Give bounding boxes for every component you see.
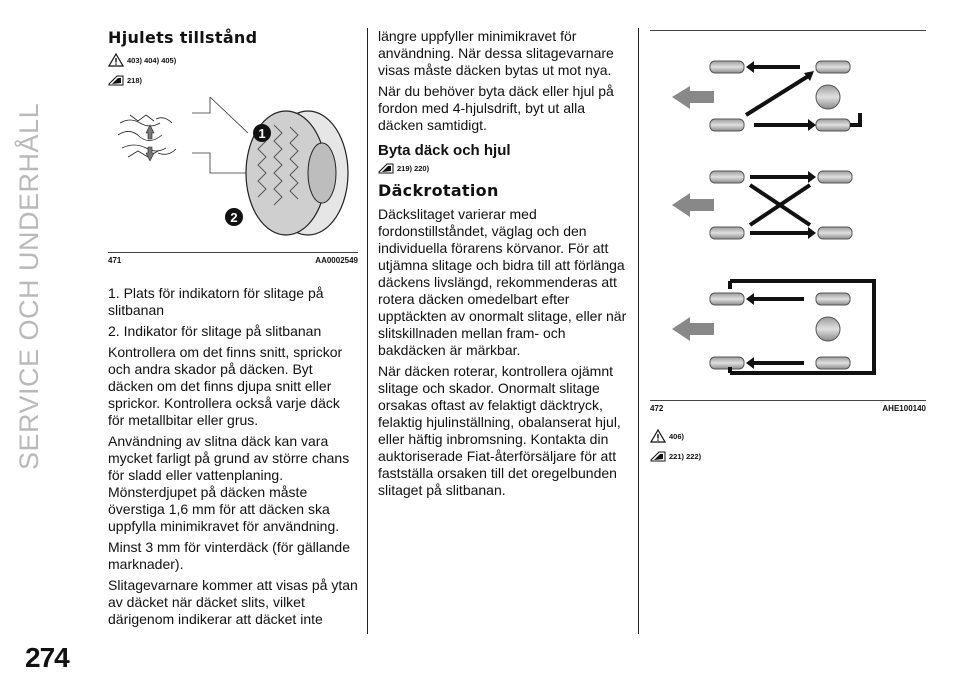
caution-ref-row <box>650 449 926 463</box>
figure-caption <box>108 256 358 265</box>
caution-book-icon <box>378 161 394 175</box>
caution-ref-row <box>378 161 630 175</box>
caution-book-icon <box>108 73 124 87</box>
paragraph: När däcken roterar, kontrollera ojämnt slitage och skador. Onormalt slitage orsakas oftast av felaktigt däcktryck, felaktig hjulinställning, obalanserat hjul, eller häftig inbromsning. Kontakta din auktoriserade Fiat-återförsäljare för att fastställa orsaken till det oregelbunden slitaget på slitbanan. <box>378 363 621 498</box>
figure-code: AA0002549 <box>315 256 358 265</box>
figure-caption <box>650 404 926 413</box>
figure-rule <box>650 400 926 401</box>
paragraph: Slitagevarnare kommer att visas på ytan av däcket när däcket slits, vilket därigenom indikerar att däcket inte <box>108 577 358 627</box>
rotation-pattern-2 <box>672 171 852 239</box>
rotation-pattern-1 <box>672 61 860 131</box>
column-1 <box>108 28 358 632</box>
paragraph: längre uppfyller minimikravet för användning. När dessa slitagevarnare visas måste däcken bytas ut mot nya. <box>378 28 614 78</box>
warning-triangle-icon <box>650 429 666 443</box>
caution-refs: 218) <box>127 75 143 85</box>
caution-ref-row <box>108 73 358 87</box>
paragraph: Minst 3 mm för vinterdäck (för gällande marknader). <box>108 539 350 572</box>
tire-wear-indicator-illustration <box>108 93 358 243</box>
figure-rule <box>108 252 358 253</box>
section-title-wheel-condition: Hjulets tillstånd <box>108 28 258 47</box>
caution-book-icon <box>650 449 666 463</box>
marker-2: 2 <box>230 210 238 225</box>
section-title-tire-rotation: Däckrotation <box>378 181 499 200</box>
page-number: 274 <box>25 642 69 673</box>
paragraph: Däckslitaget varierar med fordonstillståndet, väglag och den individuella förarens körvanor. För att utjämna slitage och bidra till att förlänga däckens livslängd, rekommenderas att rotera däcken omedelbart efter upptäckten av onormalt slitage, eller när slitskillnaden mellan fram- och bakdäcken är märkbar. <box>378 206 627 358</box>
rotation-pattern-3 <box>672 281 874 373</box>
warning-ref-row <box>650 429 926 443</box>
caution-refs: 219) 220) <box>397 163 430 173</box>
paragraph: Kontrollera om det finns snitt, sprickor och andra skador på däcken. Byt däcken om det finns djupa snitt eller sprickor. Kontrollera också varje däck för metallbitar eller grus. <box>108 344 343 428</box>
figure-number: 471 <box>108 256 122 265</box>
warning-triangle-icon <box>108 53 124 67</box>
subsection-title-change-tires: Byta däck och hjul <box>378 142 511 159</box>
warning-ref-row <box>108 53 358 67</box>
tire-rotation-diagram <box>650 31 926 391</box>
paragraph: 1. Plats för indikatorn för slitage på slitbanan <box>108 285 324 318</box>
column-divider-2 <box>638 28 639 634</box>
figure-code: AHE100140 <box>882 404 926 413</box>
paragraph: 2. Indikator för slitage på slitbanan <box>108 323 322 339</box>
caution-refs: 221) 222) <box>669 451 702 461</box>
column-3 <box>650 30 926 469</box>
marker-1: 1 <box>258 126 266 141</box>
column-2 <box>378 28 630 503</box>
side-section-label: SERVICE OCH UNDERHÅLL <box>14 102 44 470</box>
warning-refs: 403) 404) 405) <box>127 55 177 65</box>
body-text-col1 <box>108 285 358 628</box>
paragraph: När du behöver byta däck eller hjul på fordon med 4-hjulsdrift, byt ut alla däcken samtidigt. <box>378 83 614 133</box>
paragraph: Användning av slitna däck kan vara mycket farligt på grund av större chans för sladd eller vattenplaning. Mönsterdjupet på däcken måste överstiga 1,6 mm för att däcken ska uppfylla minimikravet för användning. <box>108 433 350 534</box>
figure-471 <box>108 93 358 265</box>
figure-number: 472 <box>650 404 664 413</box>
column-divider-1 <box>367 28 368 634</box>
warning-refs: 406) <box>669 431 685 441</box>
